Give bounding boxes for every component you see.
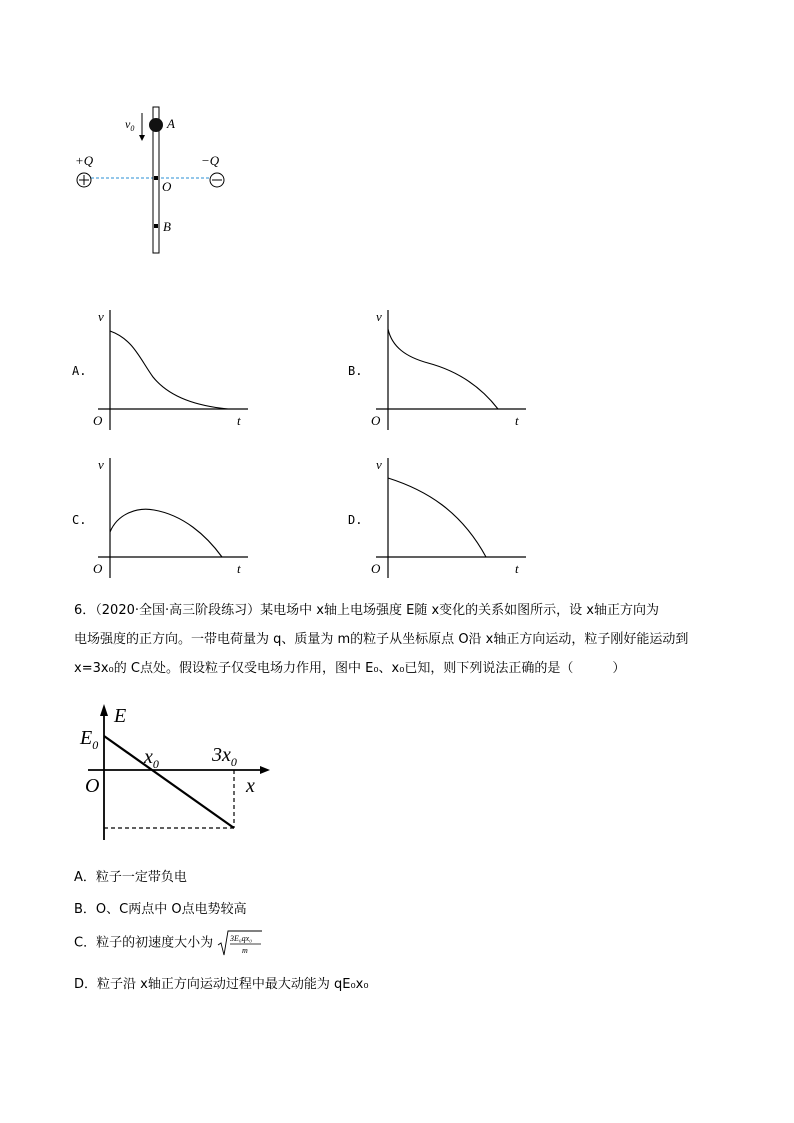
curve-d bbox=[388, 478, 486, 557]
x-axis-label: x bbox=[246, 775, 255, 797]
svg-text:O: O bbox=[371, 561, 381, 576]
sqrt-formula bbox=[217, 929, 263, 957]
svg-text:t: t bbox=[237, 413, 241, 428]
ball-a bbox=[149, 118, 163, 132]
point-b-marker bbox=[154, 224, 158, 228]
svg-text:O: O bbox=[371, 413, 381, 428]
question-line-1: 6．（2020·全国·高三阶段练习）某电场中 x轴上电场强度 E随 x变化的关系如图所示，设 x轴正方向为 bbox=[74, 603, 659, 618]
answer-c: C．粒子的初速度大小为 3E₀qx₀ m bbox=[74, 929, 263, 957]
svg-text:O: O bbox=[93, 561, 103, 576]
graph-b bbox=[366, 305, 536, 435]
b-label: B bbox=[163, 219, 171, 234]
svg-text:O: O bbox=[93, 413, 103, 428]
svg-text:m: m bbox=[242, 946, 249, 955]
answer-b: B．O、C两点中 O点电势较高 bbox=[74, 902, 247, 917]
graph-option-a-label: A. bbox=[72, 364, 87, 378]
answer-a: A．粒子一定带负电 bbox=[74, 870, 187, 885]
x0-label: $x_0$ bbox=[144, 746, 159, 771]
svg-text:v: v bbox=[376, 309, 382, 324]
graph-d bbox=[366, 453, 536, 583]
svg-text:3E₀qx₀: 3E₀qx₀ bbox=[230, 934, 253, 943]
question-line-3: x=3x₀的 C点处。假设粒子仅受电场力作用，图中 E₀、x₀已知，则下列说法正确的是（ ） bbox=[74, 661, 626, 676]
minus-q-label: −Q bbox=[201, 153, 220, 168]
point-o-marker bbox=[154, 176, 158, 180]
velocity-arrowhead bbox=[139, 135, 145, 141]
svg-text:t: t bbox=[515, 413, 519, 428]
graph-option-d-label: D. bbox=[348, 513, 363, 527]
curve-c bbox=[110, 509, 222, 557]
e0-label: $E_0$ bbox=[80, 727, 99, 752]
e-x-graph bbox=[72, 700, 272, 845]
e-axis-label: E bbox=[114, 705, 127, 727]
svg-text:v: v bbox=[98, 309, 104, 324]
curve-a bbox=[110, 331, 228, 409]
svg-text:v: v bbox=[98, 457, 104, 472]
svg-text:v: v bbox=[376, 457, 382, 472]
a-label: A bbox=[167, 116, 175, 131]
v0-label: $v_0$ bbox=[125, 117, 135, 133]
graph-a bbox=[88, 305, 258, 435]
charge-rod-figure bbox=[70, 100, 240, 260]
origin-label: O bbox=[85, 775, 100, 797]
plus-q-label: +Q bbox=[75, 153, 94, 168]
svg-text:t: t bbox=[237, 561, 241, 576]
o-label: O bbox=[162, 179, 172, 194]
graph-option-c-label: C. bbox=[72, 513, 87, 527]
question-line-2: 电场强度的正方向。一带电荷量为 q、质量为 m的粒子从坐标原点 O沿 x轴正方向运动，粒子刚好能运动到 bbox=[74, 632, 689, 647]
question-6 bbox=[74, 596, 726, 683]
graph-option-b-label: B. bbox=[348, 364, 363, 378]
graph-c bbox=[88, 453, 258, 583]
answer-d: D．粒子沿 x轴正方向运动过程中最大动能为 qE₀x₀ bbox=[74, 977, 369, 992]
curve-b bbox=[388, 329, 498, 409]
svg-text:t: t bbox=[515, 561, 519, 576]
three-x0-label: $3x_0$ bbox=[212, 744, 237, 769]
